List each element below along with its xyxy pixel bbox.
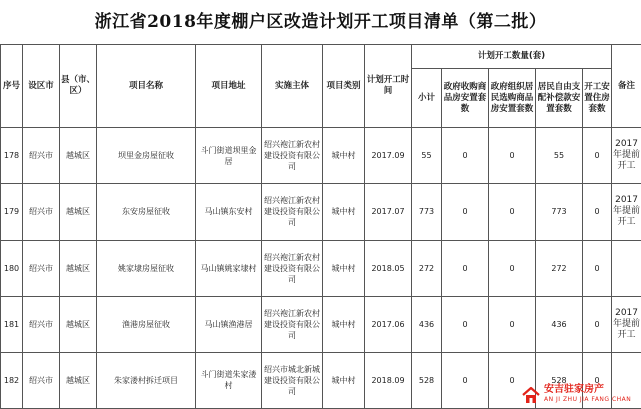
cell-type: 城中村 [323, 184, 365, 240]
cell-remark: 2017年提前开工 [612, 184, 641, 240]
watermark-logo [521, 383, 637, 407]
cell-county: 越城区 [60, 296, 97, 352]
cell-city: 绍兴市 [23, 352, 60, 408]
cell-gov-org: 0 [489, 184, 536, 240]
house-icon [521, 386, 541, 404]
cell-county: 越城区 [60, 240, 97, 296]
cell-gov-org: 0 [489, 296, 536, 352]
watermark-title: 安吉驻家房产 [544, 384, 604, 395]
cell-city: 绍兴市 [23, 128, 60, 184]
header-address: 项目地址 [196, 45, 262, 128]
cell-city: 绍兴市 [23, 296, 60, 352]
cell-remark: 2017年提前开工 [612, 296, 641, 352]
watermark-subtitle: AN JI ZHU JIA FANG CHAN [544, 396, 632, 403]
cell-dev-build: 0 [583, 184, 612, 240]
header-self-build: 居民自由支配补偿款安置套数 [536, 69, 583, 128]
cell-subtotal: 436 [412, 296, 442, 352]
project-table [0, 44, 641, 409]
cell-seq: 182 [1, 352, 23, 408]
cell-self-build: 773 [536, 184, 583, 240]
cell-self-build: 272 [536, 240, 583, 296]
cell-address: 马山镇东安村 [196, 184, 262, 240]
header-row-1 [1, 45, 641, 69]
cell-gov-org: 0 [489, 240, 536, 296]
cell-subtotal: 528 [412, 352, 442, 408]
cell-gov-org: 0 [489, 128, 536, 184]
cell-subtotal: 773 [412, 184, 442, 240]
header-start: 计划开工时间 [365, 45, 412, 128]
cell-seq: 178 [1, 128, 23, 184]
cell-start: 2018.05 [365, 240, 412, 296]
cell-address: 斗门街道朱家溇村 [196, 352, 262, 408]
cell-county: 越城区 [60, 184, 97, 240]
cell-project: 朱家溇村拆迁项目 [97, 352, 196, 408]
cell-project: 渔港房屋征收 [97, 296, 196, 352]
cell-entity: 绍兴袍江新农村建设投资有限公司 [262, 128, 323, 184]
header-project: 项目名称 [97, 45, 196, 128]
table-row [1, 240, 641, 296]
cell-remark: 2017年提前开工 [612, 128, 641, 184]
header-gov-org: 政府组织居民选购商品房安置套数 [489, 69, 536, 128]
cell-type: 城中村 [323, 240, 365, 296]
header-type: 项目类别 [323, 45, 365, 128]
cell-entity: 绍兴袍江新农村建设投资有限公司 [262, 296, 323, 352]
cell-dev-build: 0 [583, 240, 612, 296]
header-gov-purchase: 政府收购商品房安置套数 [442, 69, 489, 128]
header-entity: 实施主体 [262, 45, 323, 128]
cell-county: 越城区 [60, 352, 97, 408]
cell-start: 2018.09 [365, 352, 412, 408]
cell-remark [612, 240, 641, 296]
cell-seq: 180 [1, 240, 23, 296]
cell-type: 城中村 [323, 296, 365, 352]
cell-dev-build: 0 [583, 128, 612, 184]
cell-self-build: 55 [536, 128, 583, 184]
cell-project: 姚家埭房屋征收 [97, 240, 196, 296]
cell-type: 城中村 [323, 128, 365, 184]
cell-gov-purchase: 0 [442, 240, 489, 296]
cell-entity: 绍兴市城北新城建设投资有限公司 [262, 352, 323, 408]
cell-city: 绍兴市 [23, 184, 60, 240]
cell-start: 2017.06 [365, 296, 412, 352]
cell-self-build: 436 [536, 296, 583, 352]
cell-gov-purchase: 0 [442, 184, 489, 240]
header-county: 县（市、区） [60, 45, 97, 128]
header-city: 设区市 [23, 45, 60, 128]
table-row [1, 184, 641, 240]
cell-self-build: 528 [536, 352, 583, 408]
cell-county: 越城区 [60, 128, 97, 184]
cell-gov-purchase: 0 [442, 352, 489, 408]
header-remark: 备注 [612, 45, 641, 128]
cell-address: 斗门街道坝里金居 [196, 128, 262, 184]
cell-subtotal: 55 [412, 128, 442, 184]
cell-city: 绍兴市 [23, 240, 60, 296]
table-row [1, 296, 641, 352]
cell-entity: 绍兴袍江新农村建设投资有限公司 [262, 184, 323, 240]
table-row [1, 128, 641, 184]
cell-subtotal: 272 [412, 240, 442, 296]
cell-gov-purchase: 0 [442, 128, 489, 184]
header-subtotal: 小计 [412, 69, 442, 128]
cell-gov-org: 0 [489, 352, 536, 408]
cell-dev-build: 0 [583, 352, 612, 408]
cell-seq: 181 [1, 296, 23, 352]
header-seq: 序号 [1, 45, 23, 128]
header-plan-group: 计划开工数量(套) [412, 45, 612, 69]
cell-seq: 179 [1, 184, 23, 240]
cell-start: 2017.07 [365, 184, 412, 240]
header-dev-build: 开工安置住房套数 [583, 69, 612, 128]
cell-address: 马山镇渔港居 [196, 296, 262, 352]
cell-address: 马山镇姚家埭村 [196, 240, 262, 296]
cell-project: 坝里金房屋征收 [97, 128, 196, 184]
cell-start: 2017.09 [365, 128, 412, 184]
page-title: 浙江省2018年度棚户区改造计划开工项目清单（第二批） [94, 12, 547, 32]
cell-type: 城中村 [323, 352, 365, 408]
cell-dev-build: 0 [583, 296, 612, 352]
cell-project: 东安房屋征收 [97, 184, 196, 240]
cell-entity: 绍兴袍江新农村建设投资有限公司 [262, 240, 323, 296]
cell-gov-purchase: 0 [442, 296, 489, 352]
